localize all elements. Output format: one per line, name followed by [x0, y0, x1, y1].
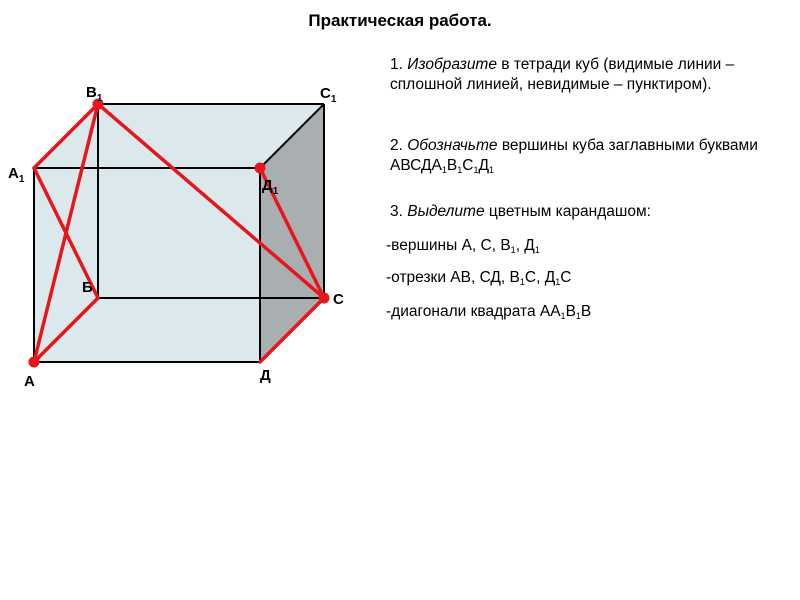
task-1-verb: Изобразите	[407, 56, 497, 73]
vertex-label-a1: $А_1$	[8, 165, 25, 185]
vertex-label-c: С	[333, 291, 344, 308]
vertex-label-a: А	[24, 373, 35, 390]
task-2-notation-subscript-3: 1	[473, 165, 479, 175]
item-diagonals-subscript-0: 1	[560, 311, 566, 321]
item-diagonals-text-2: В	[580, 303, 592, 320]
task-2-text	[390, 136, 790, 180]
task-2-body: вершины куба заглавными буквами	[501, 137, 758, 154]
task-2-verb: Обозначьте	[407, 137, 498, 154]
item-diagonals-subscript-1: 1	[575, 311, 581, 321]
task-1-number: 1.	[390, 56, 403, 73]
vertex-point-c	[319, 293, 330, 304]
task-2-notation-subscript-4: 1	[488, 165, 494, 175]
slide-title: Практическая работа.	[308, 11, 492, 30]
list-item-diagonals	[386, 302, 591, 326]
vertex-label-c1: $С_1$	[320, 85, 337, 105]
vertex-label-b1: $В_1$	[86, 84, 103, 104]
vertex-label-d: Д	[260, 367, 271, 384]
cube-front-face	[34, 168, 260, 362]
task-2-notation-text-3: С	[462, 157, 474, 174]
vertex-label-b: Б	[82, 279, 93, 296]
task-3-number: 3.	[390, 203, 403, 220]
list-item-vertices	[386, 236, 540, 260]
task-3-body: цветным карандашом:	[488, 203, 651, 220]
task-2-notation-text-2: В	[446, 157, 458, 174]
item-diagonals-text-1: В	[565, 303, 576, 320]
vertex-label-d1: $Д_1$	[262, 177, 279, 197]
item-vertices-text-0: -вершины А, С, В	[386, 237, 511, 254]
item-vertices-text-1: , Д	[515, 237, 535, 254]
vertex-point-d1	[255, 163, 266, 174]
task-3-text	[390, 202, 770, 222]
item-diagonals-text-0: -диагонали квадрата АА	[386, 303, 561, 320]
item-segments-subscript-1: 1	[555, 277, 561, 287]
list-item-segments	[386, 268, 571, 292]
task-2-notation-subscript-1: 1	[441, 165, 447, 175]
item-segments-text-1: С, Д	[524, 269, 556, 286]
task-1-body: в тетради куб (видимые линии – сплошной линией, невидимые – пунктиром).	[390, 56, 735, 93]
task-2-notation-text-4: Д	[478, 157, 489, 174]
item-segments-text-2: С	[560, 269, 572, 286]
item-segments-subscript-0: 1	[519, 277, 525, 287]
task-2-notation-subscript-2: 1	[457, 165, 463, 175]
task-2-notation	[390, 157, 494, 174]
item-segments-text-0: -отрезки АВ, СД, В	[386, 269, 520, 286]
task-2-number: 2.	[390, 137, 403, 154]
item-vertices-subscript-0: 1	[510, 245, 516, 255]
item-vertices-subscript-1: 1	[534, 245, 540, 255]
task-2-notation-text-0: АВСДА	[390, 157, 442, 174]
task-3-verb: Выделите	[407, 203, 485, 220]
vertex-point-a	[29, 357, 40, 368]
task-1-text	[390, 55, 780, 95]
